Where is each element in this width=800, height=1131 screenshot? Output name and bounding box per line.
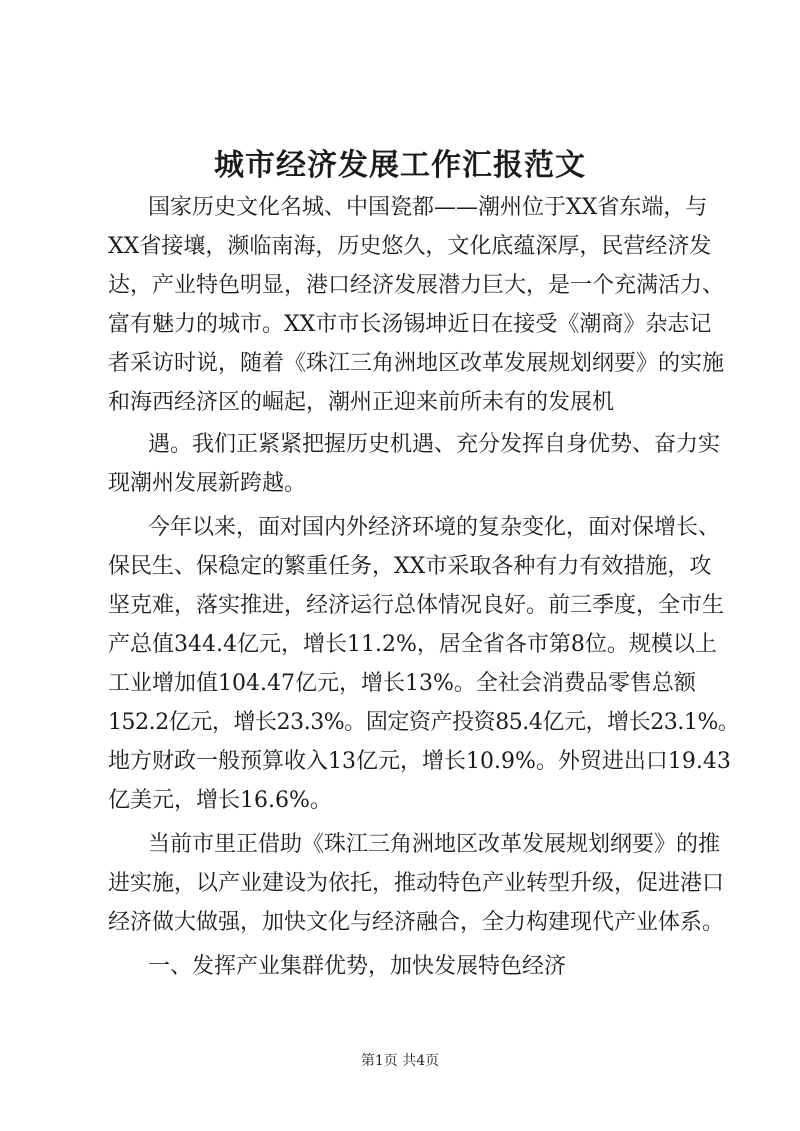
paragraph-line: 遇。我们正紧紧把握历史机遇、充分发挥自身优势、奋力实 <box>148 432 721 457</box>
paragraph-line: 进实施，以产业建设为依托，推动特色产业转型升级，促进港口 <box>108 871 725 896</box>
paragraph-line: 和海西经济区的崛起，潮州正迎来前所未有的发展机 <box>108 390 615 415</box>
paragraph-line: 保民生、保稳定的繁重任务，XX市采取各种有力有效措施，攻 <box>108 554 712 579</box>
paragraph-line: 工业增加值104.47亿元，增长13%。全社会消费品零售总额 <box>108 671 696 696</box>
paragraph-line: 达，产业特色明显，港口经济发展潜力巨大，是一个充满活力、 <box>108 273 725 298</box>
paragraph-line: 者采访时说，随着《珠江三角洲地区改革发展规划纲要》的实施 <box>108 351 725 376</box>
paragraph-line: 152.2亿元，增长23.3%。固定资产投资85.4亿元，增长23.1%。 <box>108 710 740 735</box>
paragraph-line: 经济做大做强，加快文化与经济融合，全力构建现代产业体系。 <box>108 910 725 935</box>
paragraph-line: XX省接壤，濒临南海，历史悠久，文化底蕴深厚，民营经济发 <box>108 234 712 259</box>
paragraph-line: 当前市里正借助《珠江三角洲地区改革发展规划纲要》的推 <box>148 832 721 857</box>
paragraph-line: 坚克难，落实推进，经济运行总体情况良好。前三季度，全市生 <box>108 593 725 618</box>
paragraph-line: 今年以来，面对国内外经济环境的复杂变化，面对保增长、 <box>148 515 721 540</box>
paragraph-line: 地方财政一般预算收入13亿元，增长10.9%。外贸进出口19.43 <box>108 749 731 774</box>
document-title: 城市经济发展工作汇报范文 <box>214 148 586 183</box>
paragraph-line: 亿美元，增长16.6%。 <box>108 788 332 813</box>
section-heading: 一、发挥产业集群优势，加快发展特色经济 <box>148 954 567 979</box>
page-footer: 第1页 共4页 <box>360 1053 440 1069</box>
paragraph-line: 现潮州发展新跨越。 <box>108 471 307 496</box>
paragraph-line: 国家历史文化名城、中国瓷都——潮州位于XX省东端，与 <box>148 195 708 220</box>
paragraph-line: 富有魅力的城市。XX市市长汤锡坤近日在接受《潮商》杂志记 <box>108 312 712 337</box>
paragraph-line: 产总值344.4亿元，增长11.2%，居全省各市第8位。规模以上 <box>108 632 717 657</box>
